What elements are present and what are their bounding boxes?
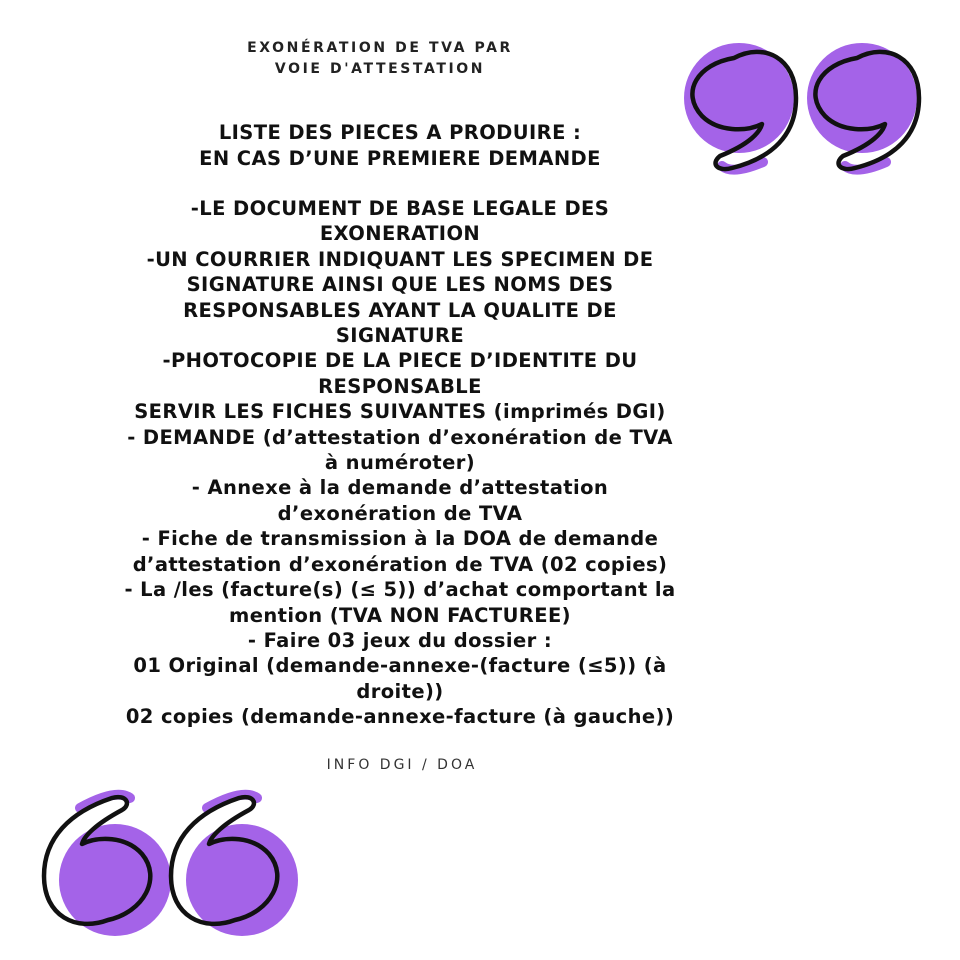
heading-line-2: EN CAS D’UNE PREMIERE DEMANDE xyxy=(199,147,601,170)
body-line: -PHOTOCOPIE DE LA PIECE D’IDENTITE DU xyxy=(162,349,638,373)
body-line: RESPONSABLES AYANT LA QUALITE DE xyxy=(183,298,617,322)
opening-quote-icon xyxy=(20,772,320,942)
body-line: - Annexe à la demande d’attestation xyxy=(191,476,609,500)
opening-quote-glyph-right xyxy=(171,795,298,936)
document-body xyxy=(40,120,760,730)
body-line: - Faire 03 jeux du dossier : xyxy=(247,628,553,652)
body-line: -UN COURRIER INDIQUANT LES SPECIMEN DE xyxy=(146,247,654,271)
body-line: d’exonération de TVA xyxy=(277,501,523,525)
body-line: 02 copies (demande-annexe-facture (à gauche)) xyxy=(125,705,675,729)
body-line: SERVIR LES FICHES SUIVANTES (imprimés DGI) xyxy=(134,400,666,424)
body-line: mention (TVA NON FACTUREE) xyxy=(229,603,571,627)
kicker-title xyxy=(180,38,580,80)
body-line: droite)) xyxy=(356,679,444,703)
opening-quote-glyph-left xyxy=(44,795,171,936)
kicker-line-1: EXONÉRATION DE TVA PAR xyxy=(247,40,513,56)
heading-line-1: LISTE DES PIECES A PRODUIRE : xyxy=(218,121,582,144)
body-line: SIGNATURE xyxy=(335,324,465,348)
body-line: -LE DOCUMENT DE BASE LEGALE DES xyxy=(190,197,610,220)
footer-credit: INFO DGI / DOA xyxy=(326,757,478,773)
body-line: SIGNATURE AINSI QUE LES NOMS DES xyxy=(186,273,614,297)
closing-quote-glyph-right xyxy=(807,43,919,170)
heading-spacer xyxy=(40,172,760,196)
kicker-line-2: VOIE D'ATTESTATION xyxy=(274,61,486,77)
body-line: à numéroter) xyxy=(324,451,476,475)
body-line: EXONERATION xyxy=(319,222,481,246)
body-line: - DEMANDE (d’attestation d’exonération de TVA xyxy=(127,425,673,449)
body-line: - Fiche de transmission à la DOA de demande xyxy=(141,527,659,551)
body-line: d’attestation d’exonération de TVA (02 copies) xyxy=(132,552,668,576)
body-line: RESPONSABLE xyxy=(318,374,482,398)
body-line: 01 Original (demande-annexe-(facture (≤5)) (à xyxy=(133,654,667,678)
body-line: - La /les (facture(s) (≤ 5)) d’achat comportant la xyxy=(124,578,676,602)
